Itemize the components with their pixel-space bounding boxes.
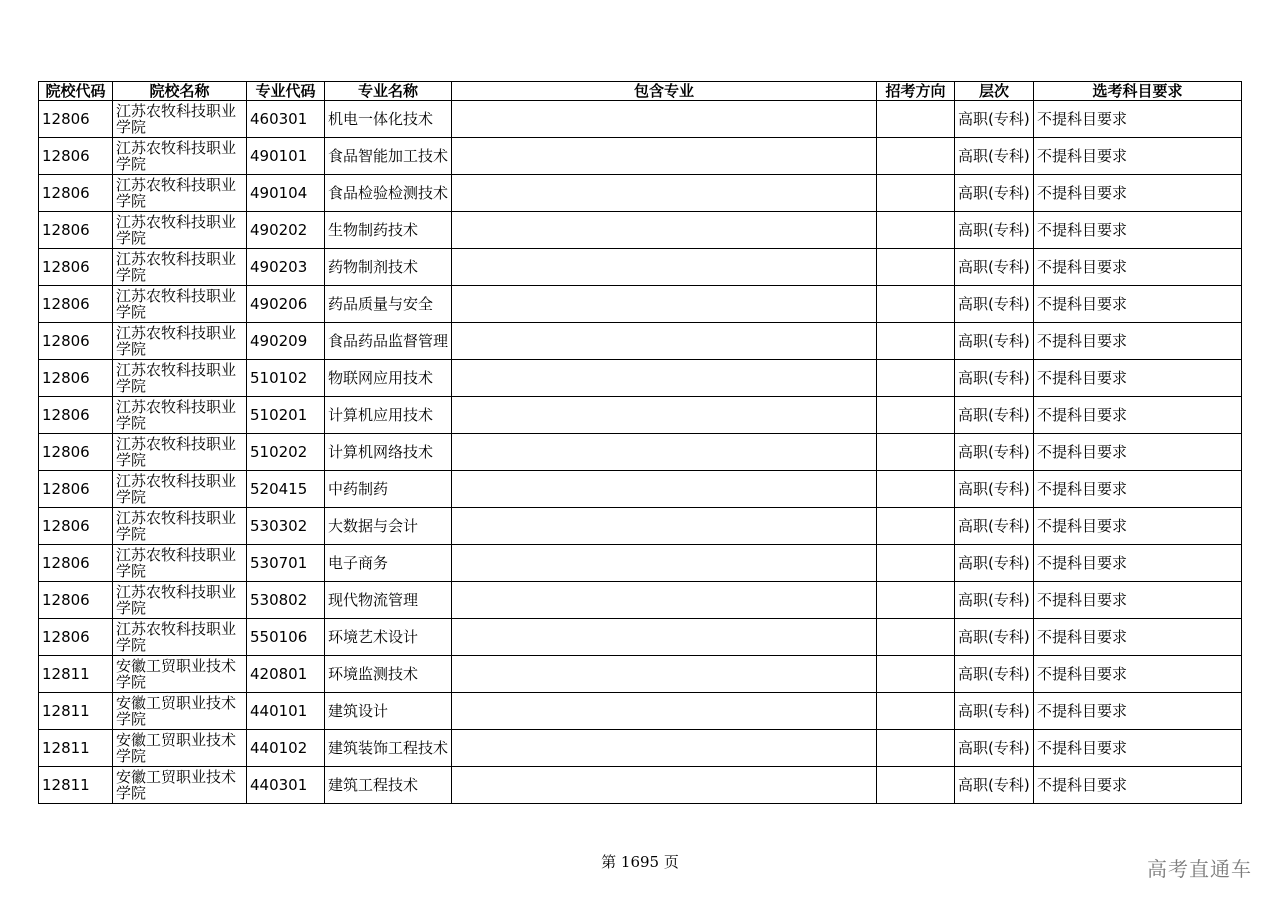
school-name-cell: 江苏农牧科技职业学院 xyxy=(113,286,247,323)
level-cell: 高职(专科) xyxy=(955,545,1034,582)
direction-cell xyxy=(877,212,955,249)
included-majors-cell xyxy=(452,249,877,286)
header-school-code: 院校代码 xyxy=(39,82,113,101)
level-cell: 高职(专科) xyxy=(955,656,1034,693)
table-row xyxy=(39,434,1242,471)
school-name-cell: 江苏农牧科技职业学院 xyxy=(113,434,247,471)
school-code-cell: 12806 xyxy=(39,101,113,138)
included-majors-cell xyxy=(452,693,877,730)
table-row xyxy=(39,175,1242,212)
major-code-cell: 490101 xyxy=(247,138,325,175)
level-cell: 高职(专科) xyxy=(955,693,1034,730)
included-majors-cell xyxy=(452,730,877,767)
major-name-cell: 电子商务 xyxy=(325,545,452,582)
subject-requirement-cell: 不提科目要求 xyxy=(1034,693,1242,730)
level-cell: 高职(专科) xyxy=(955,508,1034,545)
level-cell: 高职(专科) xyxy=(955,434,1034,471)
direction-cell xyxy=(877,101,955,138)
table-row xyxy=(39,508,1242,545)
major-code-cell: 440301 xyxy=(247,767,325,804)
major-code-cell: 440101 xyxy=(247,693,325,730)
major-code-cell: 510201 xyxy=(247,397,325,434)
level-cell: 高职(专科) xyxy=(955,397,1034,434)
subject-requirement-cell: 不提科目要求 xyxy=(1034,101,1242,138)
major-code-cell: 490209 xyxy=(247,323,325,360)
school-code-cell: 12811 xyxy=(39,730,113,767)
header-row xyxy=(39,82,1242,101)
header-major-name: 专业名称 xyxy=(325,82,452,101)
direction-cell xyxy=(877,693,955,730)
table-row xyxy=(39,249,1242,286)
subject-requirement-cell: 不提科目要求 xyxy=(1034,249,1242,286)
school-code-cell: 12806 xyxy=(39,212,113,249)
major-code-cell: 490202 xyxy=(247,212,325,249)
subject-requirement-cell: 不提科目要求 xyxy=(1034,471,1242,508)
direction-cell xyxy=(877,397,955,434)
major-name-cell: 药物制剂技术 xyxy=(325,249,452,286)
major-name-cell: 计算机应用技术 xyxy=(325,397,452,434)
direction-cell xyxy=(877,545,955,582)
direction-cell xyxy=(877,138,955,175)
subject-requirement-cell: 不提科目要求 xyxy=(1034,582,1242,619)
major-name-cell: 生物制药技术 xyxy=(325,212,452,249)
table-body xyxy=(39,101,1242,804)
included-majors-cell xyxy=(452,545,877,582)
header-major-code: 专业代码 xyxy=(247,82,325,101)
major-name-cell: 食品药品监督管理 xyxy=(325,323,452,360)
subject-requirement-cell: 不提科目要求 xyxy=(1034,656,1242,693)
school-name-cell: 安徽工贸职业技术学院 xyxy=(113,693,247,730)
subject-requirement-cell: 不提科目要求 xyxy=(1034,360,1242,397)
major-code-cell: 530701 xyxy=(247,545,325,582)
subject-requirement-cell: 不提科目要求 xyxy=(1034,138,1242,175)
major-code-cell: 440102 xyxy=(247,730,325,767)
table-row xyxy=(39,545,1242,582)
direction-cell xyxy=(877,656,955,693)
major-name-cell: 环境艺术设计 xyxy=(325,619,452,656)
school-code-cell: 12806 xyxy=(39,249,113,286)
major-code-cell: 490203 xyxy=(247,249,325,286)
included-majors-cell xyxy=(452,434,877,471)
table-row xyxy=(39,397,1242,434)
table-row xyxy=(39,730,1242,767)
major-code-cell: 490104 xyxy=(247,175,325,212)
level-cell: 高职(专科) xyxy=(955,175,1034,212)
school-code-cell: 12806 xyxy=(39,434,113,471)
admissions-table xyxy=(38,81,1242,804)
major-name-cell: 建筑工程技术 xyxy=(325,767,452,804)
major-name-cell: 现代物流管理 xyxy=(325,582,452,619)
table-header xyxy=(39,82,1242,101)
school-name-cell: 江苏农牧科技职业学院 xyxy=(113,212,247,249)
level-cell: 高职(专科) xyxy=(955,582,1034,619)
major-code-cell: 510102 xyxy=(247,360,325,397)
included-majors-cell xyxy=(452,360,877,397)
level-cell: 高职(专科) xyxy=(955,730,1034,767)
school-name-cell: 江苏农牧科技职业学院 xyxy=(113,508,247,545)
page-number: 第 1695 页 xyxy=(601,853,679,871)
school-name-cell: 安徽工贸职业技术学院 xyxy=(113,767,247,804)
school-code-cell: 12806 xyxy=(39,471,113,508)
included-majors-cell xyxy=(452,175,877,212)
header-direction: 招考方向 xyxy=(877,82,955,101)
header-included-majors: 包含专业 xyxy=(452,82,877,101)
school-name-cell: 江苏农牧科技职业学院 xyxy=(113,101,247,138)
school-name-cell: 江苏农牧科技职业学院 xyxy=(113,397,247,434)
school-code-cell: 12806 xyxy=(39,286,113,323)
subject-requirement-cell: 不提科目要求 xyxy=(1034,175,1242,212)
table-row xyxy=(39,138,1242,175)
table-row xyxy=(39,286,1242,323)
header-level: 层次 xyxy=(955,82,1034,101)
direction-cell xyxy=(877,286,955,323)
direction-cell xyxy=(877,767,955,804)
major-code-cell: 530802 xyxy=(247,582,325,619)
table-row xyxy=(39,101,1242,138)
school-code-cell: 12806 xyxy=(39,175,113,212)
school-code-cell: 12806 xyxy=(39,138,113,175)
school-name-cell: 江苏农牧科技职业学院 xyxy=(113,249,247,286)
direction-cell xyxy=(877,471,955,508)
included-majors-cell xyxy=(452,101,877,138)
included-majors-cell xyxy=(452,323,877,360)
included-majors-cell xyxy=(452,656,877,693)
watermark-logo: 高考直通车 xyxy=(1147,857,1252,881)
school-code-cell: 12806 xyxy=(39,360,113,397)
direction-cell xyxy=(877,508,955,545)
subject-requirement-cell: 不提科目要求 xyxy=(1034,397,1242,434)
major-name-cell: 中药制药 xyxy=(325,471,452,508)
header-school-name: 院校名称 xyxy=(113,82,247,101)
major-code-cell: 520415 xyxy=(247,471,325,508)
subject-requirement-cell: 不提科目要求 xyxy=(1034,767,1242,804)
table-row xyxy=(39,619,1242,656)
included-majors-cell xyxy=(452,212,877,249)
direction-cell xyxy=(877,730,955,767)
level-cell: 高职(专科) xyxy=(955,138,1034,175)
included-majors-cell xyxy=(452,471,877,508)
direction-cell xyxy=(877,323,955,360)
school-code-cell: 12811 xyxy=(39,693,113,730)
major-name-cell: 大数据与会计 xyxy=(325,508,452,545)
subject-requirement-cell: 不提科目要求 xyxy=(1034,286,1242,323)
table-row xyxy=(39,582,1242,619)
major-code-cell: 420801 xyxy=(247,656,325,693)
major-name-cell: 物联网应用技术 xyxy=(325,360,452,397)
table-row xyxy=(39,656,1242,693)
direction-cell xyxy=(877,249,955,286)
major-name-cell: 环境监测技术 xyxy=(325,656,452,693)
school-name-cell: 江苏农牧科技职业学院 xyxy=(113,619,247,656)
school-code-cell: 12811 xyxy=(39,656,113,693)
level-cell: 高职(专科) xyxy=(955,323,1034,360)
major-name-cell: 食品检验检测技术 xyxy=(325,175,452,212)
subject-requirement-cell: 不提科目要求 xyxy=(1034,545,1242,582)
school-code-cell: 12811 xyxy=(39,767,113,804)
school-code-cell: 12806 xyxy=(39,545,113,582)
included-majors-cell xyxy=(452,619,877,656)
table-row xyxy=(39,471,1242,508)
included-majors-cell xyxy=(452,767,877,804)
subject-requirement-cell: 不提科目要求 xyxy=(1034,619,1242,656)
table-row xyxy=(39,212,1242,249)
included-majors-cell xyxy=(452,508,877,545)
direction-cell xyxy=(877,360,955,397)
direction-cell xyxy=(877,582,955,619)
school-name-cell: 安徽工贸职业技术学院 xyxy=(113,730,247,767)
level-cell: 高职(专科) xyxy=(955,360,1034,397)
school-name-cell: 江苏农牧科技职业学院 xyxy=(113,360,247,397)
school-name-cell: 江苏农牧科技职业学院 xyxy=(113,175,247,212)
school-name-cell: 安徽工贸职业技术学院 xyxy=(113,656,247,693)
school-code-cell: 12806 xyxy=(39,397,113,434)
level-cell: 高职(专科) xyxy=(955,471,1034,508)
subject-requirement-cell: 不提科目要求 xyxy=(1034,730,1242,767)
school-name-cell: 江苏农牧科技职业学院 xyxy=(113,323,247,360)
header-subject-requirement: 选考科目要求 xyxy=(1034,82,1242,101)
major-name-cell: 药品质量与安全 xyxy=(325,286,452,323)
level-cell: 高职(专科) xyxy=(955,101,1034,138)
major-name-cell: 建筑装饰工程技术 xyxy=(325,730,452,767)
included-majors-cell xyxy=(452,397,877,434)
direction-cell xyxy=(877,619,955,656)
major-name-cell: 机电一体化技术 xyxy=(325,101,452,138)
included-majors-cell xyxy=(452,138,877,175)
school-code-cell: 12806 xyxy=(39,508,113,545)
direction-cell xyxy=(877,175,955,212)
subject-requirement-cell: 不提科目要求 xyxy=(1034,212,1242,249)
table-row xyxy=(39,693,1242,730)
school-name-cell: 江苏农牧科技职业学院 xyxy=(113,138,247,175)
major-code-cell: 550106 xyxy=(247,619,325,656)
major-code-cell: 510202 xyxy=(247,434,325,471)
level-cell: 高职(专科) xyxy=(955,249,1034,286)
included-majors-cell xyxy=(452,582,877,619)
level-cell: 高职(专科) xyxy=(955,767,1034,804)
school-code-cell: 12806 xyxy=(39,582,113,619)
major-name-cell: 食品智能加工技术 xyxy=(325,138,452,175)
included-majors-cell xyxy=(452,286,877,323)
major-code-cell: 460301 xyxy=(247,101,325,138)
major-name-cell: 建筑设计 xyxy=(325,693,452,730)
school-name-cell: 江苏农牧科技职业学院 xyxy=(113,582,247,619)
major-name-cell: 计算机网络技术 xyxy=(325,434,452,471)
level-cell: 高职(专科) xyxy=(955,286,1034,323)
table-row xyxy=(39,323,1242,360)
table-row xyxy=(39,360,1242,397)
direction-cell xyxy=(877,434,955,471)
school-code-cell: 12806 xyxy=(39,323,113,360)
subject-requirement-cell: 不提科目要求 xyxy=(1034,508,1242,545)
school-code-cell: 12806 xyxy=(39,619,113,656)
level-cell: 高职(专科) xyxy=(955,212,1034,249)
subject-requirement-cell: 不提科目要求 xyxy=(1034,323,1242,360)
major-code-cell: 490206 xyxy=(247,286,325,323)
level-cell: 高职(专科) xyxy=(955,619,1034,656)
school-name-cell: 江苏农牧科技职业学院 xyxy=(113,545,247,582)
subject-requirement-cell: 不提科目要求 xyxy=(1034,434,1242,471)
table-row xyxy=(39,767,1242,804)
major-code-cell: 530302 xyxy=(247,508,325,545)
school-name-cell: 江苏农牧科技职业学院 xyxy=(113,471,247,508)
